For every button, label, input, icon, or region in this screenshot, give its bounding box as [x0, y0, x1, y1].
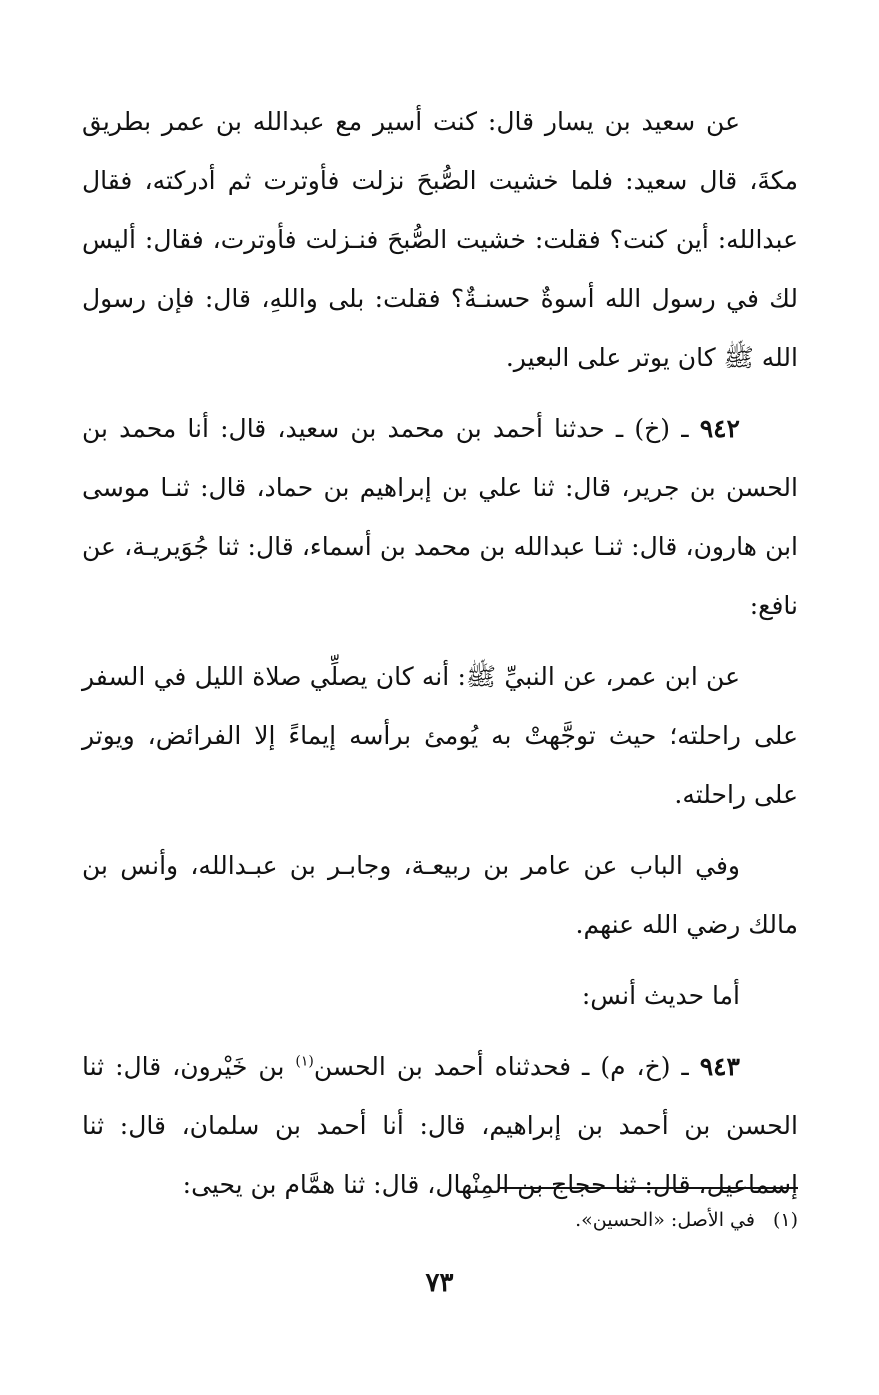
paragraph-text: عن سعيد بن يسار قال: كنت أسير مع عبدالله بن عمر بطريق مكةَ، قال سعيد: فلما خشيت الصُّبحَ نزلت فأوترت ثم أدركته، فقال عبدالله: أين كنت؟ فقلت: خشيت الصُّبحَ فنـزلت فأوترت، فقال: أليس لك في رسول الله أسوةٌ حسنـةٌ؟ فقلت: بلى واللهِ، قال: فإن رسول الله ﷺ كان يوتر على البعير. [82, 107, 798, 372]
paragraph-text: ـ (خ) ـ حدثنا أحمد بن محمد بن سعيد، قال: أنا محمد بن الحسن بن جرير، قال: ثنا علي بن إبراهيم بن حماد، قال: ثنـا موسى ابن هارون، قال: ثنـا عبدالله بن محمد بن أسماء، قال: ثنا جُوَيريـة، عن نافع: [82, 414, 798, 620]
footnote-text: في الأصل: «الحسين». [575, 1209, 755, 1231]
hadith-number: ٩٤٣ [699, 1052, 740, 1081]
paragraph-text: عن ابن عمر، عن النبيِّ ﷺ: أنه كان يصلِّي صلاة الليل في السفر على راحلته؛ حيث توجَّهتْ به يُومئ برأسه إيماءً إلا الفرائض، ويوتر على راحلته. [82, 662, 798, 809]
paragraph-text: بن خَيْرون، قال: ثنا الحسن بن أحمد بن إبراهيم، قال: أنا أحمد بن سلمان، قال: ثنا إسماعيل، قال: ثنا حجاج بن المِنْهال، قال: ثنا همَّام بن يحيى: [82, 1052, 798, 1199]
paragraph-narration [82, 92, 798, 387]
footnote-mark: (١) [772, 1209, 798, 1231]
paragraph-text: ـ (خ، م) ـ فحدثناه أحمد بن الحسن [313, 1052, 700, 1081]
paragraph-text: وفي الباب عن عامر بن ربيعـة، وجابـر بن عبـدالله، وأنس بن مالك رضي الله عنهم. [82, 851, 798, 939]
footnote [82, 1203, 798, 1237]
paragraph-matn [82, 647, 798, 824]
footnote-reference: (١) [295, 1053, 314, 1070]
page-number: ٧٣ [425, 1268, 454, 1298]
main-text [82, 92, 798, 1226]
paragraph-text: أما حديث أنس: [581, 981, 740, 1010]
hadith-942 [82, 399, 798, 635]
paragraph-anas-heading [82, 966, 798, 1025]
hadith-number: ٩٤٢ [699, 414, 740, 443]
paragraph-chapter-note [82, 836, 798, 954]
footnote-separator [498, 1187, 798, 1189]
